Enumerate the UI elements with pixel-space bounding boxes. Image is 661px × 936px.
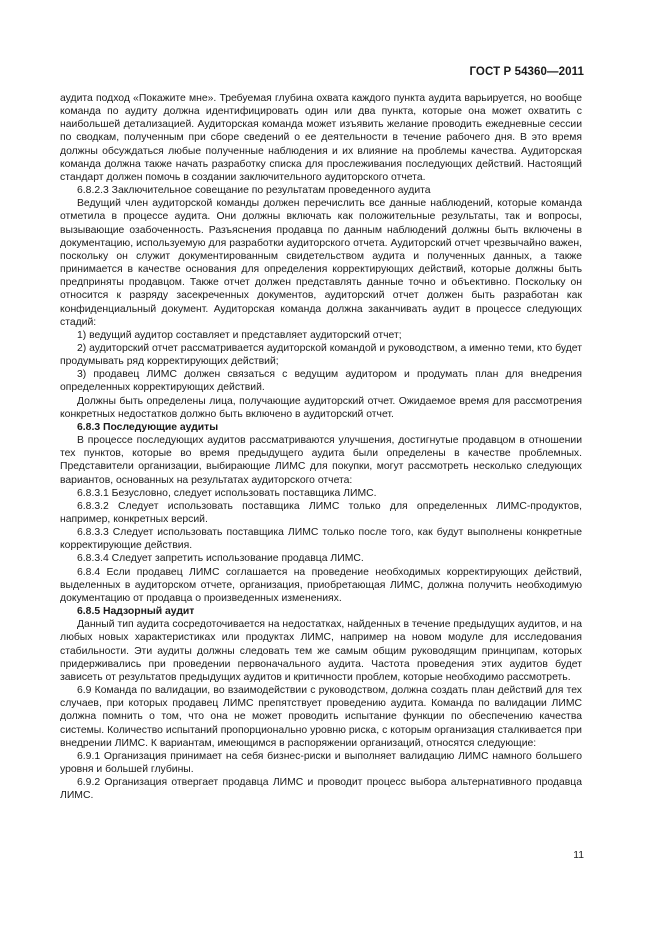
section-6-8-3-heading: 6.8.3 Последующие аудиты [77,421,219,433]
document-body [60,92,582,802]
list-item-2: 2) аудиторский отчет рассматривается аудиторской командой и руководством, а именно теми, кто будет продумывать ряд корректирующих действий; [60,342,582,368]
clause-6-9-1: 6.9.1 Организация принимает на себя бизнес-риски и выполняет валидацию ЛИМС намного большего уровня и большей глубины. [60,750,582,775]
clause-6-8-3-2: 6.8.3.2 Следует использовать поставщика ЛИМС только для определенных ЛИМС-продуктов, например, конкретных версий. [60,500,582,525]
section-6-8-5-heading: 6.8.5 Надзорный аудит [77,606,195,618]
paragraph-follow-up-audits: В процессе последующих аудитов рассматриваются улучшения, достигнутые продавцом в отношении тех пунктов, которые во время предыдущего аудита были определены в качестве проблемных. Представители организации, выбирающие ЛИМС для покупки, могут рассмотреть несколько следующих вариантов, основанных на результатах аудиторского отчета: [60,435,582,486]
clause-6-8-3-1: 6.8.3.1 Безусловно, следует использовать поставщика ЛИМС. [77,487,377,499]
paragraph-audit-approach: аудита подход «Покажите мне». Требуемая глубина охвата каждого пункта аудита варьируется, но вообще команда по аудиту должна идентифицировать один или два пункта, которые она может охватить с наибольшей детализацией. Аудиторская команда может изъявить желание проводить ежедневные сессии по сводкам, полученным при сборе сведений о ее деятельности в течение рабочего дня. В это время должны обсуждаться любые полученные наблюдения и их влияние на проблемы качества. Аудиторская команда должна также начать разработку списка для прослеживания последующих действий. Настоящий стандарт должен помочь в создании заключительного аудиторского отчета. [60,93,582,183]
clause-6-9-2: 6.9.2 Организация отвергает продавца ЛИМС и проводит процесс выбора альтернативного продавца ЛИМС. [60,777,582,802]
clause-6-8-4: 6.8.4 Если продавец ЛИМС соглашается на проведение необходимых корректирующих действий, выделенных в аудиторском отчете, организация, приобретающая ЛИМС, должна получить необходимую документацию от продавца о произведенных изменениях. [60,566,582,604]
list-item-3: 3) продавец ЛИМС должен связаться с ведущим аудитором и продумать план для внедрения определенных корректирующих действий. [60,369,582,394]
clause-6-8-2-3-title: 6.8.2.3 Заключительное совещание по результатам проведенного аудита [77,185,431,197]
page-number: 11 [573,850,584,861]
clause-6-8-3-4: 6.8.3.4 Следует запретить использование продавца ЛИМС. [77,553,364,565]
clause-6-8-3-3: 6.8.3.3 Следует использовать поставщика ЛИМС только после того, как будут выполнены конкретные корректирующие действия. [60,527,582,552]
standard-header: ГОСТ Р 54360—2011 [469,66,584,78]
paragraph-surveillance-audit: Данный тип аудита сосредоточивается на недостатках, найденных в течение предыдущих аудитов, и на любых новых характеристиках или продуктах ЛИМС, например на новом модуле для исследования стабильности. Эти аудиты должны следовать тем же самым общим руководящим принципам, которых придерживались при проведении первоначального аудита. Частота проведения этих аудитов будет зависеть от результатов предыдущих аудитов и критичности проблем, которые необходимо рассмотреть. [60,619,582,683]
paragraph-report-recipients: Должны быть определены лица, получающие аудиторский отчет. Ожидаемое время для рассмотрения конкретных недостатков должно быть включено в аудиторский отчет. [60,395,582,420]
list-item-1: 1) ведущий аудитор составляет и представляет аудиторский отчет; [77,329,402,341]
clause-6-9: 6.9 Команда по валидации, во взаимодействии с руководством, должна создать план действий для тех случаев, при которых продавец ЛИМС препятствует проведению аудита. Команда по валидации ЛИМС должна помнить о том, что она не может проводить испытание функции по обеспечению качества системы. Количество испытаний пропорционально уровню риска, с которым организация сталкивается при внедрении ЛИМС. К вариантам, имеющимся в распоряжении организаций, относятся следующие: [60,685,582,749]
paragraph-lead-auditor: Ведущий член аудиторской команды должен перечислить все данные наблюдений, которые команда отметила в процессе аудита. Они должны включать как положительные результаты, так и вопросы, вызывающие озабоченность. Разъяснения продавца по данным наблюдений должны быть включены в документацию, используемую для разработки аудиторского отчета. Аудиторский отчет чрезвычайно важен, поскольку он служит документированным свидетельством аудита и полученных данных, а также принимается в качестве основания для определения корректирующих действий, которые должны быть предприняты продавцом. Также отчет должен представлять данные точно и объективно. Поскольку он относится к разряду засекреченных документов, аудиторский отчет должен быть разработан как конфиденциальный документ. Аудиторская команда должна заканчивать аудит в процессе следующих стадий: [60,198,582,328]
